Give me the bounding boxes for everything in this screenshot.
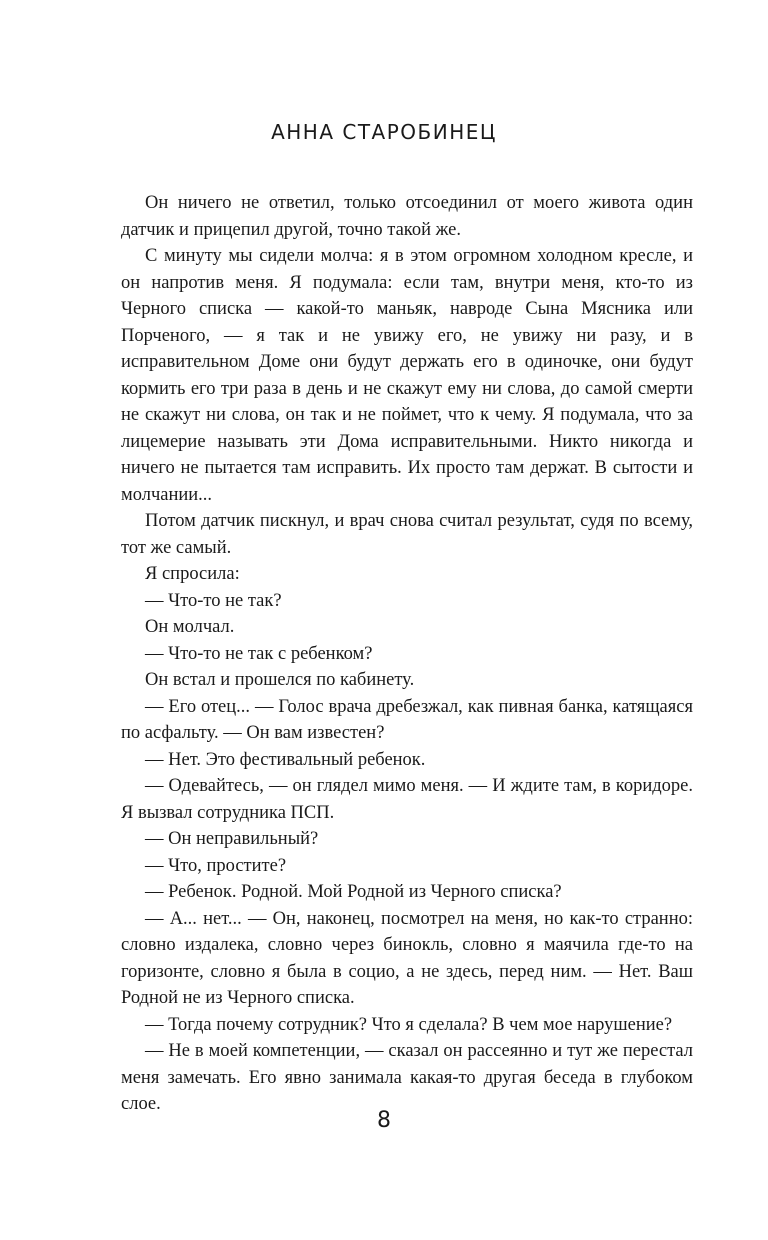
paragraph: — Ребенок. Родной. Мой Родной из Черного списка?: [145, 882, 562, 902]
paragraph: Потом датчик пискнул, и врач снова считал результат, судя по всему, тот же самый.: [121, 511, 693, 558]
paragraph: Я спросила:: [145, 564, 240, 584]
paragraph: Он молчал.: [145, 617, 235, 637]
paragraph: — Его отец... — Голос врача дребезжал, как пивная банка, катящаяся по асфальту. — Он вам известен?: [121, 696, 693, 743]
paragraph: — Нет. Это фестивальный ребенок.: [145, 749, 426, 770]
paragraph: — Одевайтесь, — он глядел мимо меня. — И ждите там, в коридоре. Я вызвал сотрудника ПСП.: [121, 776, 693, 823]
paragraph: — Что, простите?: [145, 855, 287, 876]
paragraph: — Не в моей компетенции, — сказал он рассеянно и тут же перестал меня замечать. Его явно занимала какая-то другая беседа в глубоком слое.: [121, 1041, 693, 1114]
paragraph: — А... нет... — Он, наконец, посмотрел на меня, но как-то странно: словно издалека, словно через бинокль, словно я маячила где-то на горизонте, словно я была в социо, а не здесь, перед ним. — Нет. Ваш Родной не из Черного списка.: [121, 908, 693, 1008]
paragraph: — Он неправильный?: [145, 829, 319, 849]
paragraph: — Что-то не так?: [145, 590, 282, 611]
paragraph: Он ничего не ответил, только отсоединил от моего живота один датчик и прицепил другой, точно такой же.: [121, 193, 693, 240]
paragraph: Он встал и прошелся по кабинету.: [145, 670, 415, 690]
paragraph: — Что-то не так с ребенком?: [145, 643, 373, 664]
running-head-author: АННА СТАРОБИНЕЦ: [271, 120, 497, 144]
paragraph: — Тогда почему сотрудник? Что я сделала? В чем мое нарушение?: [145, 1014, 673, 1035]
paragraph: С минуту мы сидели молча: я в этом огромном холодном кресле, и он напротив меня. Я подумала: если там, внутри меня, кто-то из Черного списка — какой-то маньяк, навроде Сына Мясника или Порченого, — я так и не увижу его, не увижу ни разу, и в исправительном Доме они будут держать его в одиночке, они будут кормить его три раза в день и не скажут ему ни слова, до самой смерти не скажут ни слова, он так и не поймет, что к чему. Я подумала, что за лицемерие называть эти Дома исправительными. Никто никогда и ничего не пытается там исправить. Их просто там держат. В сытости и молчании...: [121, 246, 693, 505]
body-text: [121, 190, 693, 1118]
page-number: 8: [377, 1108, 391, 1133]
